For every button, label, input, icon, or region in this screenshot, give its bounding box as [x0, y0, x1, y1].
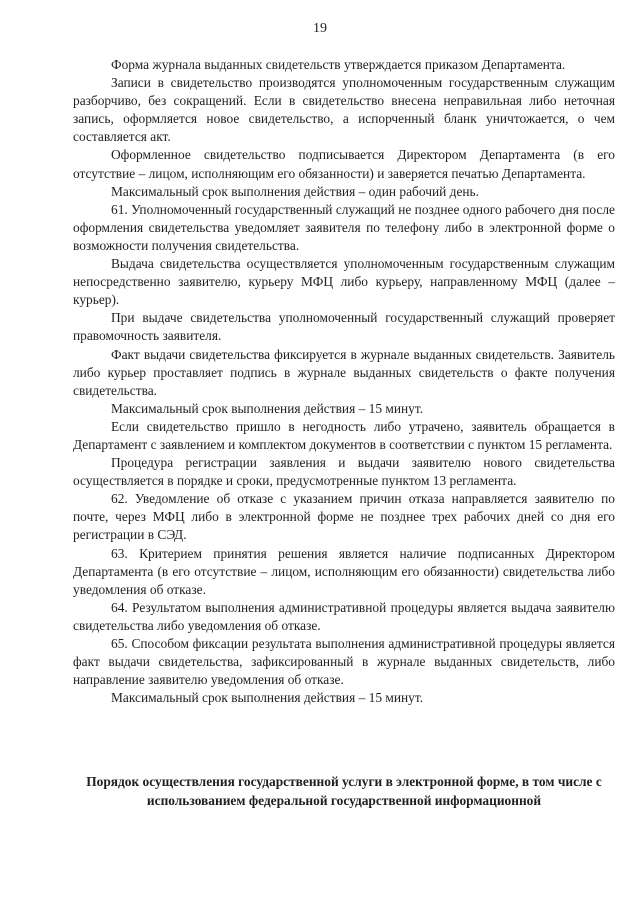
- paragraph: 62. Уведомление об отказе с указанием причин отказа направляется заявителю по почте, через МФЦ либо в электронной форме не позднее трех рабочих дней со дня его регистрации в СЭД.: [73, 491, 615, 543]
- paragraph: Выдача свидетельства осуществляется уполномоченным государственным служащим непосредственно заявителю, курьеру МФЦ либо курьеру, направленному МФЦ (далее – курьер).: [73, 256, 615, 308]
- paragraph: 61. Уполномоченный государственный служащий не позднее одного рабочего дня после оформления свидетельства уведомляет заявителя по телефону либо в электронной форме о возможности получения свидетельства.: [73, 201, 615, 253]
- paragraph: Максимальный срок выполнения действия – один рабочий день.: [111, 183, 480, 199]
- paragraph: Записи в свидетельство производятся уполномоченным государственным служащим разборчиво, без сокращений. Если в свидетельство внесена неправильная либо неточная запись, оформляется новое свидетельство, а испорченный бланк уничтожается, о чем составляется акт.: [73, 75, 615, 145]
- page-number: 19: [313, 21, 327, 36]
- paragraph: При выдаче свидетельства уполномоченный государственный служащий проверяет правомочность заявителя.: [73, 310, 615, 344]
- paragraph: Факт выдачи свидетельства фиксируется в журнале выданных свидетельств. Заявитель либо курьер проставляет подпись в журнале выданных свидетельств о факте получения свидетельства.: [73, 346, 615, 398]
- paragraph: Оформленное свидетельство подписывается Директором Департамента (в его отсутствие – лицом, исполняющим его обязанности) и заверяется печатью Департамента.: [73, 147, 615, 181]
- paragraph: Форма журнала выданных свидетельств утверждается приказом Департамента.: [111, 57, 566, 72]
- paragraph: 63. Критерием принятия решения является наличие подписанных Директором Департамента (в его отсутствие – лицом, исполняющим его обязанности) свидетельства либо уведомления об отказе.: [73, 545, 615, 597]
- body-text: [73, 56, 615, 707]
- paragraph: Максимальный срок выполнения действия – 15 минут.: [111, 690, 424, 706]
- paragraph: Процедура регистрации заявления и выдачи заявителю нового свидетельства осуществляется в порядке и сроки, предусмотренные пунктом 13 регламента.: [73, 455, 615, 489]
- paragraph: 65. Способом фиксации результата выполнения административной процедуры является факт выдачи свидетельства, зафиксированный в журнале выданных свидетельств, либо направление заявителю уведомления об отказе.: [73, 636, 615, 688]
- paragraph: Если свидетельство пришло в негодность либо утрачено, заявитель обращается в Департамент с заявлением и комплектом документов в соответствии с пунктом 15 регламента.: [73, 418, 615, 452]
- paragraph: 64. Результатом выполнения административной процедуры является выдача заявителю свидетельства либо уведомления об отказе.: [73, 599, 615, 633]
- paragraph: Максимальный срок выполнения действия – 15 минут.: [111, 400, 424, 416]
- section-heading: Порядок осуществления государственной услуги в электронной форме, в том числе с использованием федеральной государственной информационной: [86, 774, 602, 808]
